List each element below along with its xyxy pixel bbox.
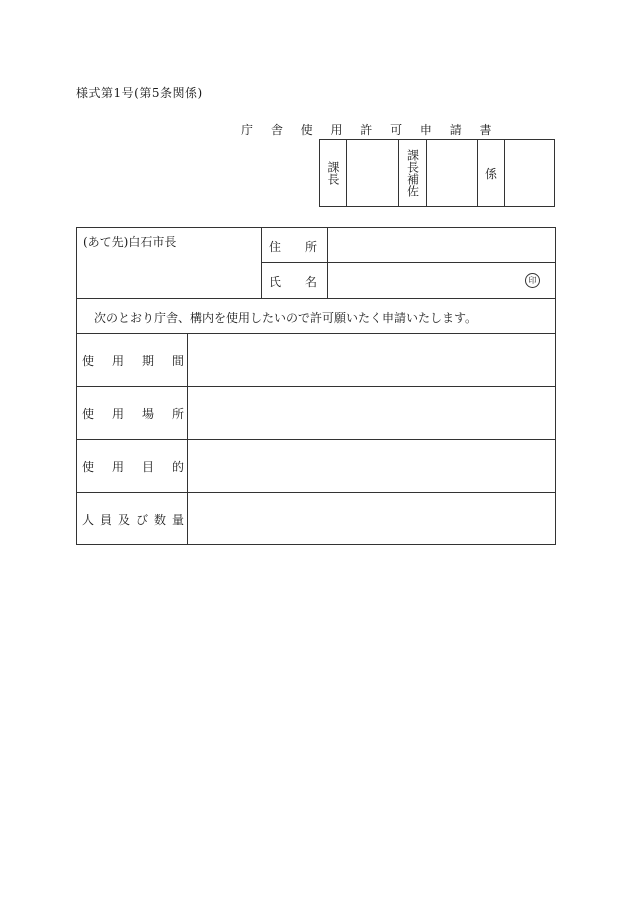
usage-place-input-area[interactable] <box>188 387 555 439</box>
seal-mark-icon: 印 <box>525 273 540 288</box>
form-number: 様式第1号(第5条関係) <box>76 86 203 100</box>
statement-text: 次のとおり庁舎、構内を使用したいので許可願いたく申請いたします。 <box>94 311 478 325</box>
header-divider <box>77 298 555 299</box>
usage-purpose-label: 使 用 目 的 <box>82 460 184 474</box>
name-label: 氏 名 <box>269 275 318 289</box>
address-label: 住 所 <box>269 240 318 254</box>
usage-purpose-input-area[interactable] <box>188 440 555 492</box>
name-input-area[interactable] <box>328 263 555 298</box>
staff-stamp-cell[interactable] <box>505 140 554 206</box>
application-table <box>76 227 556 545</box>
assistant-chief-stamp-cell[interactable] <box>427 140 478 206</box>
usage-period-input-area[interactable] <box>188 334 555 386</box>
usage-period-label: 使 用 期 間 <box>82 354 184 368</box>
section-chief-label: 課長 <box>320 140 347 206</box>
personnel-quantity-input-area[interactable] <box>188 493 555 544</box>
document-title: 庁 舎 使 用 許 可 申 請 書 <box>241 123 499 137</box>
staff-label: 係 <box>478 140 505 206</box>
section-chief-stamp-cell[interactable] <box>347 140 399 206</box>
usage-place-label: 使 用 場 所 <box>82 407 184 421</box>
address-input-area[interactable] <box>328 228 555 262</box>
personnel-quantity-label: 人員及び数量 <box>82 513 191 527</box>
assistant-chief-label: 課長補佐 <box>399 140 427 206</box>
approval-stamp-box <box>319 139 555 207</box>
addressee-divider <box>261 228 262 298</box>
addressee: (あて先)白石市長 <box>83 235 177 249</box>
